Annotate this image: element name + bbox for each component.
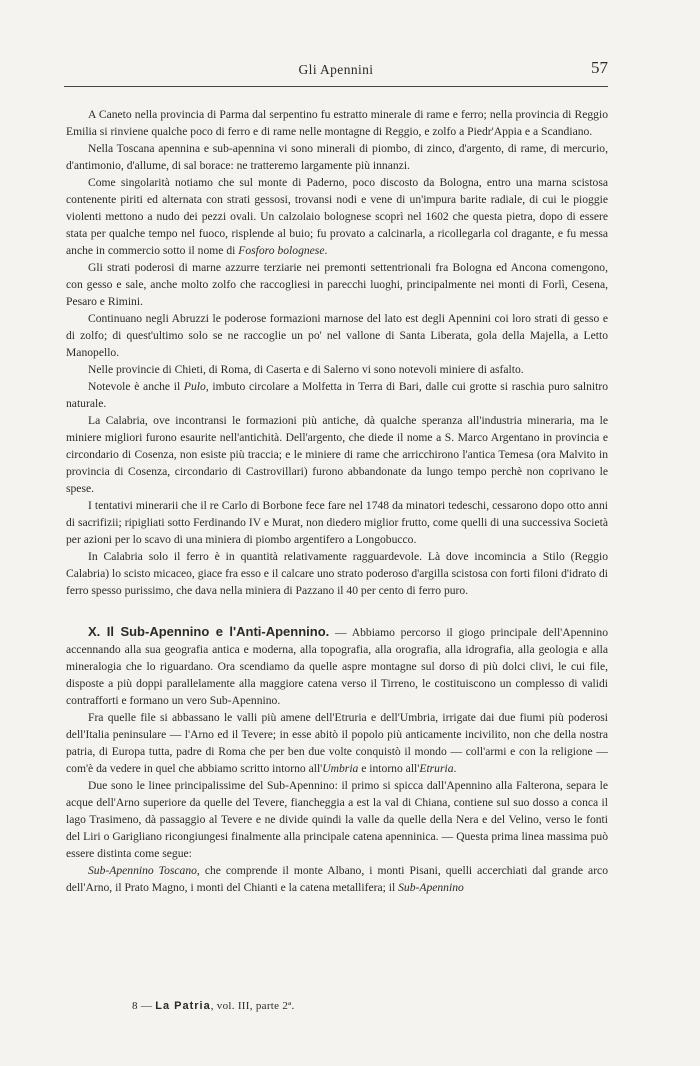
paragraph: Continuano negli Abruzzi le poderose formazioni marnose del lato est degli Apennini coi loro strati di gesso e di zolfo; di quest'ultimo solo se ne raccoglie un po' nel vallone di Santa Liberata, gola della Majella, a Letto Manopello. xyxy=(66,312,608,359)
signature-mark: 8 — xyxy=(132,1000,153,1012)
volume-info: , vol. III, parte 2ª. xyxy=(210,1000,295,1012)
paragraph: Due sono le linee principalissime del Sub-Apennino: il primo si spicca dall'Apennino alla Falterona, separa le acque dell'Arno superiore da quelle del Tevere, fiancheggia a est la val di Chiana, contiene sul suo dosso a conca il lago Trasimeno, dà passaggio al Tevere e ne divide quindi la valle da quelle della Nera e del Velino, verso le fonti del Liri o Garigliano ricongiungesi finalmente alla principale catena apenninica. — Questa prima linea massima può essere distinta come segue: xyxy=(66,779,608,860)
paragraph: In Calabria solo il ferro è in quantità relativamente ragguardevole. Là dove incomincia a Stilo (Reggio Calabria) lo scisto micaceo, giace fra esso e il calcare uno strato poderoso d'argilla scistosa con forti filoni d'idrato di ferro spesso purissimo, che dava nella miniera di Pazzano il 40 per cento di ferro puro. xyxy=(66,550,608,597)
page-header xyxy=(64,58,608,87)
page-footer xyxy=(132,1000,295,1012)
paragraph: Gli strati poderosi di marne azzurre terziarie nei premonti settentrionali fra Bologna ed Ancona comengono, con gesso e sale, anche molto zolfo che raccogliesi in parecchi luoghi, principalmente nei monti di Forlì, Cesena, Pesaro e Rimini. xyxy=(66,261,608,308)
section-paragraph: X. Il Sub-Apennino e l'Anti-Apennino. — Abbiamo percorso il giogo principale dell'Apennino accennando alla sua geografia antica e moderna, alla topografia, alla orografia, alla idrografia, alla geologia e alla mineralogia che lo riguardano. Ora scendiamo da quelle aspre montagne sul dorso di più dolci clivi, le cui file, disposte a più doppi parallelamente alla maggiore catena verso il Tirreno, le costituiscono un complesso di validi contrafforti e formano un vero Sub-Apennino. xyxy=(66,624,608,707)
paragraph: La Calabria, ove incontransi le formazioni più antiche, dà qualche speranza all'industria mineraria, ma le miniere migliori furono esaurite nell'antichità. Dell'argento, che diede il nome a S. Marco Argentano in provincia e circondario di Cosenza, non esiste più traccia; e le miniere di rame che arricchirono l'antica Temesa (ora Malvito in provincia di Cosenza, circondario di Castrovillari) furono abbandonate da lungo tempo perchè non coprivano le spese. xyxy=(66,414,608,495)
body-text xyxy=(66,106,608,896)
paragraph: Nelle provincie di Chieti, di Roma, di Caserta e di Salerno vi sono notevoli miniere di asfalto. xyxy=(88,363,524,376)
journal-title: La Patria xyxy=(155,1000,211,1012)
paragraph: Come singolarità notiamo che sul monte di Paderno, poco discosto da Bologna, entro una marna scistosa contenente piriti ed alternata con strati gessosi, trovansi nodi e vene di un'impura barite radiale, di cui le pioggie violenti mettono a nudo dei pezzi ovali. Un calzolaio bolognese scoprì nel 1602 che questa pietra, dopo di essere stata per qualche tempo nel fuoco, risplende al buio; fu provato a calcinarla, a ricollegarla col dragante, e fu messa anche in commercio sotto il nome di Fosforo bolognese. xyxy=(66,176,608,257)
paragraph: Notevole è anche il Pulo, imbuto circolare a Molfetta in Terra di Bari, dalle cui grotte si raschia puro salnitro naturale. xyxy=(66,380,608,410)
paragraph: I tentativi minerarii che il re Carlo di Borbone fece fare nel 1748 da minatori tedeschi, cessarono dopo otto anni di sacrifizii; ripigliati sotto Ferdinando IV e Murat, non diedero miglior frutto, come quelli di una successiva Società per azioni per lo scavo di una miniera di piombo argentifero a Longobucco. xyxy=(66,499,608,546)
section-heading: X. Il Sub-Apennino e l'Anti-Apennino. xyxy=(88,624,330,639)
paragraph: Nella Toscana apennina e sub-apennina vi sono minerali di piombo, di zinco, d'argento, di rame, di mercurio, d'antimonio, d'allume, di sal borace: ne tratteremo largamente più innanzi. xyxy=(66,142,608,172)
running-title: Gli Apennini xyxy=(298,62,374,77)
paragraph: Sub-Apennino Toscano, che comprende il monte Albano, i monti Pisani, quelli accerchiati dal grande arco dell'Arno, il Prato Magno, i monti del Chianti e la catena metallifera; il Sub-Apennino xyxy=(66,864,608,894)
paragraph: A Caneto nella provincia di Parma dal serpentino fu estratto minerale di rame e ferro; nella provincia di Reggio Emilia si rinviene qualche poco di ferro e di rame nelle montagne di Reggio, e zolfo a Piedr'Appia e a Scandiano. xyxy=(66,108,608,138)
paragraph: Fra quelle file si abbassano le valli più amene dell'Etruria e dell'Umbria, irrigate dai due fiumi più poderosi dell'Italia peninsulare — l'Arno ed il Tevere; in esse abitò il popolo più anticamente incivilito, non che della nostra patria, di Europa tutta, padre di Roma che per ben due volte conquistò il mondo — coll'armi e con la religione — com'è da vedere in quel che abbiamo scritto intorno all'Umbria e intorno all'Etruria. xyxy=(66,711,608,775)
page-number: 57 xyxy=(591,58,608,77)
